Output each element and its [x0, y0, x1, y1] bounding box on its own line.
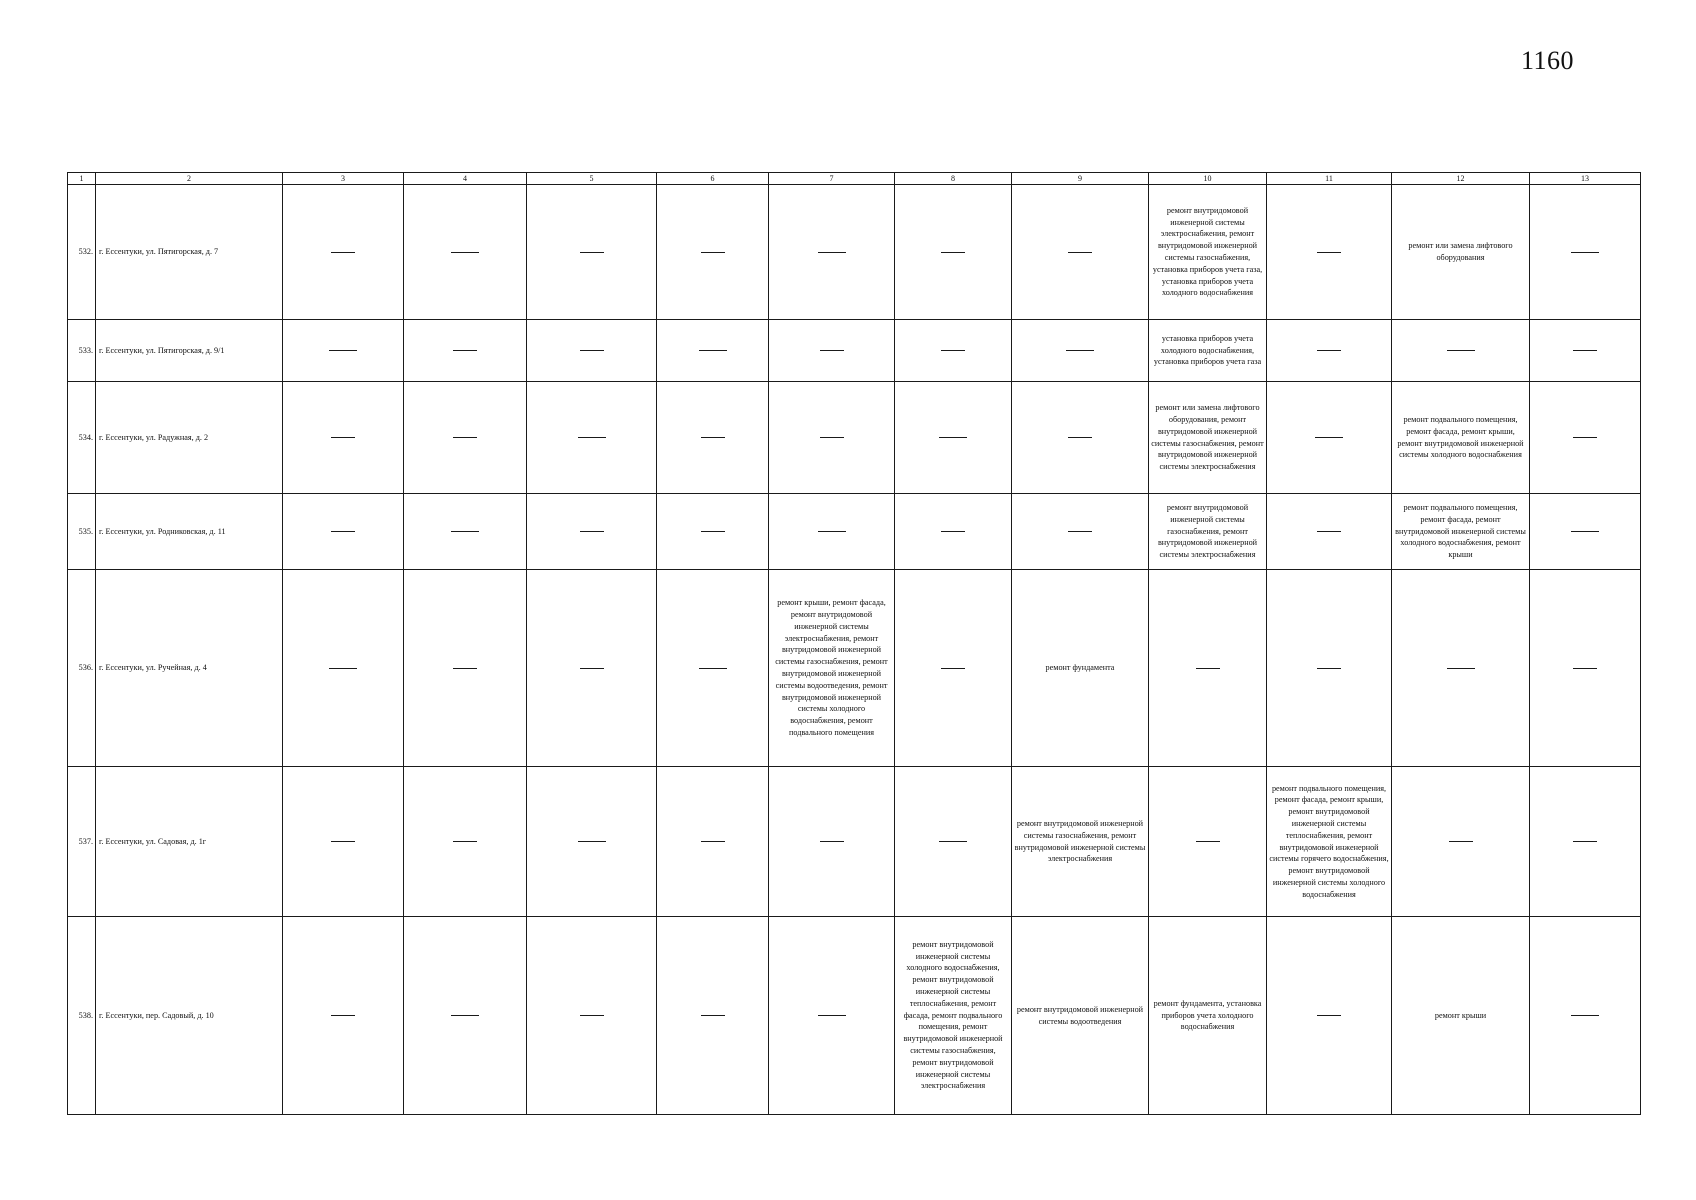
dash-mark — [1196, 841, 1220, 842]
empty-cell — [1392, 320, 1530, 382]
dash-mark — [331, 252, 355, 253]
dash-mark — [941, 252, 965, 253]
dash-mark — [818, 1015, 846, 1016]
empty-cell — [404, 917, 527, 1115]
empty-cell — [895, 494, 1012, 570]
empty-cell — [527, 320, 657, 382]
dash-mark — [701, 1015, 725, 1016]
column-number-7: 7 — [769, 173, 895, 185]
empty-cell — [895, 570, 1012, 767]
empty-cell — [1267, 185, 1392, 320]
empty-cell — [657, 382, 769, 494]
row-number: 536. — [68, 570, 96, 767]
row-number: 533. — [68, 320, 96, 382]
row-number: 538. — [68, 917, 96, 1115]
work-description-cell: ремонт подвального помещения, ремонт фасада, ремонт крыши, ремонт внутридомовой инженерной системы холодного водоснабжения — [1392, 382, 1530, 494]
dash-mark — [331, 437, 355, 438]
empty-cell — [657, 767, 769, 917]
column-number-row — [68, 173, 1641, 185]
dash-mark — [580, 350, 604, 351]
table-row — [68, 382, 1641, 494]
dash-mark — [1066, 350, 1094, 351]
empty-cell — [527, 382, 657, 494]
empty-cell — [1530, 382, 1641, 494]
empty-cell — [283, 382, 404, 494]
work-description-cell: ремонт внутридомовой инженерной системы газоснабжения, ремонт внутридомовой инженерной системы электроснабжения — [1149, 494, 1267, 570]
table-row — [68, 494, 1641, 570]
address-cell: г. Ессентуки, ул. Ручейная, д. 4 — [96, 570, 283, 767]
empty-cell — [1267, 494, 1392, 570]
work-description-cell: ремонт фундамента — [1012, 570, 1149, 767]
column-number-6: 6 — [657, 173, 769, 185]
column-number-4: 4 — [404, 173, 527, 185]
empty-cell — [657, 494, 769, 570]
column-number-1: 1 — [68, 173, 96, 185]
empty-cell — [895, 382, 1012, 494]
work-description-cell: ремонт или замена лифтового оборудования — [1392, 185, 1530, 320]
empty-cell — [657, 917, 769, 1115]
dash-mark — [818, 531, 846, 532]
empty-cell — [283, 320, 404, 382]
column-number-3: 3 — [283, 173, 404, 185]
table-row — [68, 320, 1641, 382]
work-description-cell: ремонт внутридомовой инженерной системы электроснабжения, ремонт внутридомовой инженерной системы газоснабжения, установка приборов учета газа, установка приборов учета холодного водоснабжения — [1149, 185, 1267, 320]
empty-cell — [657, 570, 769, 767]
empty-cell — [895, 767, 1012, 917]
dash-mark — [1447, 350, 1475, 351]
dash-mark — [580, 1015, 604, 1016]
dash-mark — [818, 252, 846, 253]
dash-mark — [451, 531, 479, 532]
empty-cell — [1012, 185, 1149, 320]
empty-cell — [1267, 382, 1392, 494]
empty-cell — [404, 382, 527, 494]
work-description-cell: ремонт внутридомовой инженерной системы холодного водоснабжения, ремонт внутридомовой инженерной системы теплоснабжения, ремонт фасада, ремонт подвального помещения, ремонт внутридомовой инженерной системы газоснабжения, ремонт внутридомовой инженерной системы электроснабжения — [895, 917, 1012, 1115]
empty-cell — [527, 767, 657, 917]
dash-mark — [1317, 1015, 1341, 1016]
dash-mark — [1573, 668, 1597, 669]
empty-cell — [1530, 320, 1641, 382]
empty-cell — [769, 185, 895, 320]
empty-cell — [769, 917, 895, 1115]
address-cell: г. Ессентуки, пер. Садовый, д. 10 — [96, 917, 283, 1115]
address-cell: г. Ессентуки, ул. Пятигорская, д. 7 — [96, 185, 283, 320]
dash-mark — [939, 841, 967, 842]
empty-cell — [657, 320, 769, 382]
empty-cell — [1530, 570, 1641, 767]
empty-cell — [527, 494, 657, 570]
empty-cell — [1530, 185, 1641, 320]
work-description-cell: ремонт внутридомовой инженерной системы газоснабжения, ремонт внутридомовой инженерной системы электроснабжения — [1012, 767, 1149, 917]
row-number: 532. — [68, 185, 96, 320]
dash-mark — [453, 350, 477, 351]
dash-mark — [820, 437, 844, 438]
table-body — [68, 185, 1641, 1115]
dash-mark — [1317, 350, 1341, 351]
dash-mark — [1571, 252, 1599, 253]
dash-mark — [578, 841, 606, 842]
dash-mark — [1317, 668, 1341, 669]
empty-cell — [1267, 917, 1392, 1115]
work-description-cell: ремонт крыши — [1392, 917, 1530, 1115]
column-number-9: 9 — [1012, 173, 1149, 185]
page-number: 1160 — [1520, 46, 1574, 75]
dash-mark — [580, 531, 604, 532]
dash-mark — [1317, 531, 1341, 532]
dash-mark — [941, 531, 965, 532]
dash-mark — [941, 668, 965, 669]
column-number-13: 13 — [1530, 173, 1641, 185]
work-description-cell: ремонт фундамента, установка приборов учета холодного водоснабжения — [1149, 917, 1267, 1115]
work-description-cell: ремонт или замена лифтового оборудования, ремонт внутридомовой инженерной системы газоснабжения, ремонт внутридомовой инженерной системы электроснабжения — [1149, 382, 1267, 494]
dash-mark — [820, 350, 844, 351]
address-cell: г. Ессентуки, ул. Садовая, д. 1г — [96, 767, 283, 917]
column-number-10: 10 — [1149, 173, 1267, 185]
dash-mark — [1573, 437, 1597, 438]
empty-cell — [769, 382, 895, 494]
dash-mark — [580, 252, 604, 253]
dash-mark — [701, 531, 725, 532]
empty-cell — [404, 320, 527, 382]
dash-mark — [941, 350, 965, 351]
table-row — [68, 570, 1641, 767]
row-number: 534. — [68, 382, 96, 494]
dash-mark — [701, 437, 725, 438]
column-number-5: 5 — [527, 173, 657, 185]
dash-mark — [1317, 252, 1341, 253]
empty-cell — [769, 767, 895, 917]
row-number: 537. — [68, 767, 96, 917]
column-number-11: 11 — [1267, 173, 1392, 185]
empty-cell — [1392, 767, 1530, 917]
work-schedule-table — [67, 172, 1641, 1115]
work-description-cell: ремонт крыши, ремонт фасада, ремонт внутридомовой инженерной системы электроснабжения, ремонт внутридомовой инженерной системы газоснабжения, ремонт внутридомовой инженерной системы водоотведения, ремонт внутридомовой инженерной системы холодного водоснабжения, ремонт подвального помещения — [769, 570, 895, 767]
empty-cell — [283, 185, 404, 320]
dash-mark — [1068, 252, 1092, 253]
empty-cell — [1149, 570, 1267, 767]
dash-mark — [329, 668, 357, 669]
empty-cell — [283, 570, 404, 767]
empty-cell — [1392, 570, 1530, 767]
empty-cell — [283, 767, 404, 917]
empty-cell — [895, 320, 1012, 382]
empty-cell — [1530, 494, 1641, 570]
dash-mark — [1068, 531, 1092, 532]
empty-cell — [769, 320, 895, 382]
empty-cell — [527, 185, 657, 320]
empty-cell — [404, 185, 527, 320]
empty-cell — [1530, 767, 1641, 917]
dash-mark — [820, 841, 844, 842]
dash-mark — [1196, 668, 1220, 669]
dash-mark — [578, 437, 606, 438]
work-description-cell: ремонт подвального помещения, ремонт фасада, ремонт внутридомовой инженерной системы холодного водоснабжения, ремонт крыши — [1392, 494, 1530, 570]
table-row — [68, 185, 1641, 320]
address-cell: г. Ессентуки, ул. Пятигорская, д. 9/1 — [96, 320, 283, 382]
empty-cell — [1530, 917, 1641, 1115]
dash-mark — [453, 668, 477, 669]
column-number-8: 8 — [895, 173, 1012, 185]
empty-cell — [527, 570, 657, 767]
dash-mark — [329, 350, 357, 351]
empty-cell — [1267, 320, 1392, 382]
empty-cell — [1012, 382, 1149, 494]
dash-mark — [331, 1015, 355, 1016]
work-description-cell: ремонт внутридомовой инженерной системы водоотведения — [1012, 917, 1149, 1115]
address-cell: г. Ессентуки, ул. Радужная, д. 2 — [96, 382, 283, 494]
dash-mark — [580, 668, 604, 669]
dash-mark — [701, 841, 725, 842]
empty-cell — [1012, 320, 1149, 382]
dash-mark — [453, 437, 477, 438]
dash-mark — [1571, 1015, 1599, 1016]
empty-cell — [404, 494, 527, 570]
column-number-12: 12 — [1392, 173, 1530, 185]
empty-cell — [895, 185, 1012, 320]
dash-mark — [699, 668, 727, 669]
dash-mark — [1315, 437, 1343, 438]
empty-cell — [769, 494, 895, 570]
dash-mark — [1573, 841, 1597, 842]
address-cell: г. Ессентуки, ул. Родниковская, д. 11 — [96, 494, 283, 570]
empty-cell — [527, 917, 657, 1115]
work-description-cell: установка приборов учета холодного водоснабжения, установка приборов учета газа — [1149, 320, 1267, 382]
dash-mark — [453, 841, 477, 842]
empty-cell — [404, 767, 527, 917]
dash-mark — [1447, 668, 1475, 669]
empty-cell — [657, 185, 769, 320]
empty-cell — [1149, 767, 1267, 917]
dash-mark — [451, 252, 479, 253]
dash-mark — [1573, 350, 1597, 351]
dash-mark — [1571, 531, 1599, 532]
work-description-cell: ремонт подвального помещения, ремонт фасада, ремонт крыши, ремонт внутридомовой инженерной системы теплоснабжения, ремонт внутридомовой инженерной системы горячего водоснабжения, ремонт внутридомовой инженерной системы холодного водоснабжения — [1267, 767, 1392, 917]
dash-mark — [1449, 841, 1473, 842]
empty-cell — [404, 570, 527, 767]
empty-cell — [283, 494, 404, 570]
table-row — [68, 767, 1641, 917]
empty-cell — [1267, 570, 1392, 767]
dash-mark — [939, 437, 967, 438]
dash-mark — [331, 841, 355, 842]
dash-mark — [699, 350, 727, 351]
dash-mark — [451, 1015, 479, 1016]
column-number-2: 2 — [96, 173, 283, 185]
row-number: 535. — [68, 494, 96, 570]
empty-cell — [1012, 494, 1149, 570]
dash-mark — [331, 531, 355, 532]
dash-mark — [701, 252, 725, 253]
dash-mark — [1068, 437, 1092, 438]
empty-cell — [283, 917, 404, 1115]
table-row — [68, 917, 1641, 1115]
